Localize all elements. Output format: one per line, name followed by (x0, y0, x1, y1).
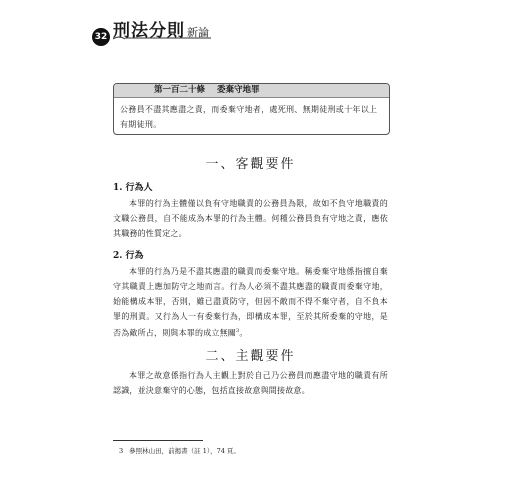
subheading-act: 2. 行為 (113, 251, 144, 261)
statute-article-box (113, 83, 390, 135)
subheading-actor: 1. 行為人 (113, 183, 153, 193)
paragraph-subjective-text: 本罪之故意係指行為人主觀上對於自己乃公務員而應盡守地的職責有所認識，並決意棄守的心態，包括直接故意與間接故意。 (113, 371, 388, 395)
footnote-number: 3 (119, 447, 124, 455)
section-heading-objective: 一、客觀要件 (205, 157, 296, 172)
paragraph-act-text: 本罪的行為乃是不盡其應盡的職責而委棄守地。稱委棄守地係指擅自棄守其職責上應加防守之地而言。行為人必須不盡其應盡的職責而委棄守地，始能構成本罪，否則，雖已盡責防守，但因不敵而不得不棄守者，自不負本罪的刑責。又行為人一有委棄行為，即構成本罪，至於其所委棄的守地，是否為敵所占，則與本罪的成立無關 (113, 267, 388, 338)
footnote-divider (113, 440, 203, 441)
article-text: 公務員不盡其應盡之責，而委棄守地者，處死刑、無期徒刑或十年以上有期徒刑。 (120, 105, 378, 129)
book-title-sub: 新論 (187, 26, 209, 39)
book-title-main: 刑法分則 (113, 21, 185, 41)
page-number: 32 (92, 28, 110, 46)
header-swash-decoration (113, 34, 213, 42)
article-number: 第一百二十條 (154, 85, 206, 95)
section-heading-subjective: 二、主觀要件 (205, 349, 296, 364)
article-name: 委棄守地罪 (217, 85, 260, 95)
footnote-reference[interactable]: 3 (236, 328, 240, 334)
paragraph-act (113, 264, 388, 341)
paragraph-actor (113, 196, 388, 241)
footnote-text: 參照林山田，前揭書（註 1），74 頁。 (129, 447, 240, 455)
paragraph-subjective (113, 368, 388, 398)
footnote (119, 446, 240, 455)
paragraph-actor-text: 本罪的行為主體僅以負有守地職責的公務員為限，故如不負守地職責的文職公務員，自不能成為本罪的行為主體。何種公務員負有守地之責，應依其職務的性質定之。 (113, 199, 388, 238)
article-title-bar (114, 84, 389, 98)
paragraph-act-end: 。 (239, 328, 248, 338)
